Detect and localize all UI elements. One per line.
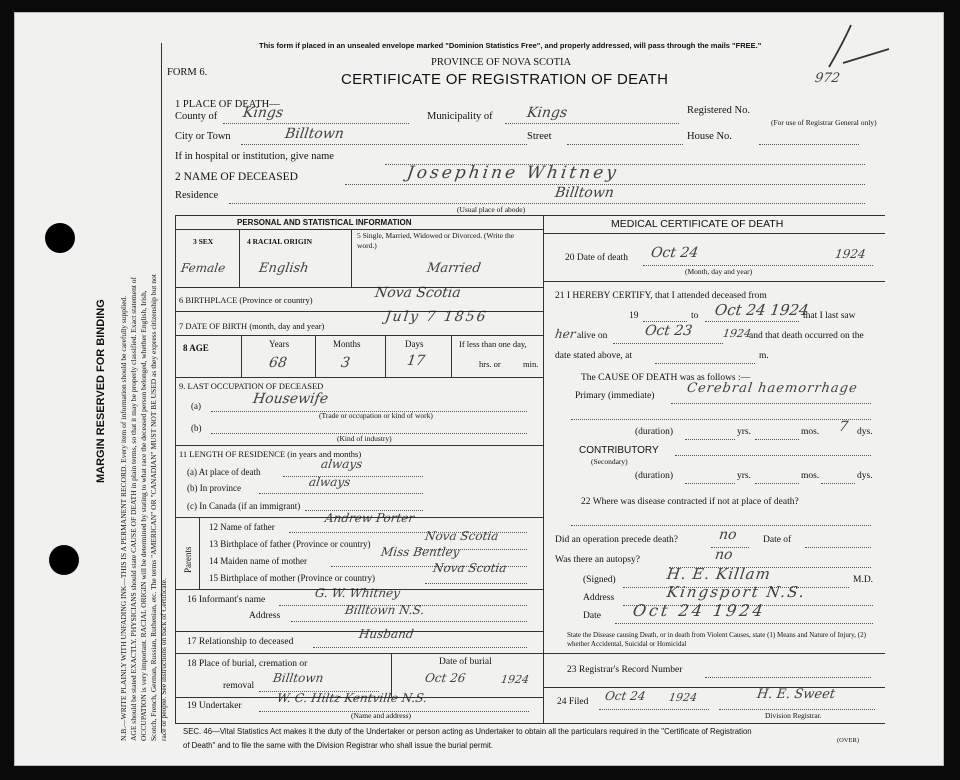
label-occurred: and that death occurred on the bbox=[749, 331, 864, 341]
value-filed: Oct 24 bbox=[604, 689, 647, 703]
label-usual-abode: (Usual place of abode) bbox=[457, 205, 526, 214]
label-county: County of bbox=[175, 111, 218, 122]
margin-note-2: AGE should be stated EXACTLY. PHYSICIANS should state CAUSE OF DEATH in plain terms, so that it may be properly classified. Exact statement of bbox=[129, 276, 138, 741]
label-industry: (Kind of industry) bbox=[337, 434, 392, 443]
medical-heading: MEDICAL CERTIFICATE OF DEATH bbox=[611, 218, 784, 230]
margin-note-4: Scotch, French, German, Russian, Ruthenian, etc. The terms "AMERICAN" OR "CANADIAN" MUST NOT BE USED as they express citizenship but not bbox=[149, 274, 158, 741]
value-age-days: 17 bbox=[405, 353, 426, 369]
label-occ-b: (b) bbox=[191, 423, 202, 433]
label-length: 11 LENGTH OF RESIDENCE (in years and months) bbox=[179, 449, 362, 459]
violent-note: State the Disease causing Death, or in death from Violent Causes, state (1) Means and Nature of Injury, (2) whether Accidental, Suicidal or Homicidal bbox=[567, 631, 866, 648]
value-her: her bbox=[554, 327, 577, 341]
label-mdy: (Month, day and year) bbox=[685, 267, 753, 276]
form-number: FORM 6. bbox=[167, 67, 208, 78]
label-yrs-1: yrs. bbox=[737, 427, 751, 437]
value-municipality: Kings bbox=[525, 105, 569, 121]
province-heading: PROVINCE OF NOVA SCOTIA bbox=[431, 57, 572, 68]
label-in-province: (b) In province bbox=[187, 483, 241, 493]
label-nineteen: 19 bbox=[629, 311, 639, 321]
value-death-date: Oct 24 bbox=[649, 245, 700, 261]
label-mother-bp: 15 Birthplace of mother (Province or country) bbox=[209, 573, 375, 583]
label-name-address: (Name and address) bbox=[351, 711, 411, 720]
label-in-canada: (c) In Canada (if an immigrant) bbox=[187, 501, 301, 511]
value-age-years: 68 bbox=[267, 355, 288, 371]
label-undertaker: 19 Undertaker bbox=[187, 701, 242, 711]
label-inf-address: Address bbox=[249, 611, 281, 621]
label-mos-2: mos. bbox=[801, 471, 820, 481]
value-father-bp: Nova Scotia bbox=[424, 529, 500, 543]
label-municipality: Municipality of bbox=[427, 111, 493, 122]
label-registrar-only: (For use of Registrar General only) bbox=[771, 118, 877, 127]
value-informant: G. W. Whitney bbox=[314, 586, 401, 600]
footer-line-2: of Death" and to file the same with the Division Registrar who shall issue the burial permit. bbox=[183, 741, 494, 750]
value-alive-year: 1924 bbox=[722, 327, 752, 340]
label-autopsy: Was there an autopsy? bbox=[555, 555, 640, 565]
margin-note-5: race or people. See instructions on back of Certificate. bbox=[159, 578, 168, 741]
label-duration-1: (duration) bbox=[635, 427, 673, 437]
label-death-date: 20 Date of death bbox=[565, 253, 629, 263]
label-dys-2: dys. bbox=[857, 471, 873, 481]
label-trade: (Trade or occupation or kind of work) bbox=[319, 411, 433, 420]
value-autopsy: no bbox=[713, 547, 734, 563]
value-age-months: 3 bbox=[339, 355, 352, 371]
footer-over: (OVER) bbox=[837, 737, 860, 744]
label-filed: 24 Filed bbox=[557, 697, 589, 707]
punch-hole-top bbox=[45, 223, 75, 253]
label-record-number: 23 Registrar's Record Number bbox=[567, 665, 683, 675]
value-father: Andrew Porter bbox=[324, 511, 416, 525]
margin-note-3: OCCUPATION is very important. RACIAL ORIGIN will be determined by stating to what race the deceased person belonged, whether English, Irish, bbox=[139, 290, 148, 741]
label-mos-1: mos. bbox=[801, 427, 820, 437]
label-mother: 14 Maiden name of mother bbox=[209, 556, 307, 566]
value-mother-bp: Nova Scotia bbox=[432, 561, 508, 575]
value-dob: July 7 1856 bbox=[383, 309, 489, 325]
label-operation: Did an operation precede death? bbox=[555, 535, 678, 545]
label-hospital: If in hospital or institution, give name bbox=[175, 151, 334, 162]
corner-number: 972 bbox=[813, 71, 841, 86]
value-marital: Married bbox=[425, 261, 482, 276]
page-title: CERTIFICATE OF REGISTRATION OF DEATH bbox=[341, 71, 669, 88]
label-house: House No. bbox=[687, 131, 732, 142]
value-city: Billtown bbox=[283, 126, 345, 142]
label-removal: removal bbox=[223, 681, 255, 691]
footer-line-1: SEC. 46—Vital Statistics Act makes it the duty of the Undertaker or person acting as Undertaker to obtain all the particulars required in the "Certificate of Registration bbox=[183, 727, 752, 736]
check-mark-icon bbox=[823, 23, 893, 73]
value-burial-place: Billtown bbox=[272, 671, 325, 685]
label-date-of: Date of bbox=[763, 535, 792, 545]
label-cause: The CAUSE OF DEATH was as follows :— bbox=[581, 373, 751, 383]
label-to: to bbox=[691, 311, 699, 321]
parents-label: Parents bbox=[183, 546, 193, 573]
value-filed-year: 1924 bbox=[668, 691, 698, 704]
value-relationship: Husband bbox=[358, 627, 415, 641]
label-birthplace: 6 BIRTHPLACE (Province or country) bbox=[179, 295, 313, 305]
label-date-stated: date stated above, at bbox=[555, 351, 633, 361]
label-certify: 21 I HEREBY CERTIFY, that I attended deceased from bbox=[555, 291, 767, 301]
label-years: Years bbox=[269, 339, 290, 349]
label-m: m. bbox=[759, 351, 769, 361]
personal-heading: PERSONAL AND STATISTICAL INFORMATION bbox=[237, 218, 412, 227]
label-duration-2: (duration) bbox=[635, 471, 673, 481]
death-certificate bbox=[14, 12, 944, 766]
value-death-year: 1924 bbox=[834, 247, 867, 261]
label-residence: Residence bbox=[175, 190, 219, 201]
value-undertaker: W. C. Hiltz Kentville N.S. bbox=[276, 691, 428, 705]
value-at-place: always bbox=[320, 457, 364, 471]
label-secondary: (Secondary) bbox=[591, 457, 628, 466]
value-sex: Female bbox=[180, 261, 227, 275]
label-dys-1: dys. bbox=[857, 427, 873, 437]
label-div-registrar: Division Registrar. bbox=[765, 711, 822, 720]
label-place: 1 PLACE OF DEATH— bbox=[175, 99, 280, 110]
label-alive-on: alive on bbox=[577, 331, 608, 341]
label-city: City or Town bbox=[175, 131, 231, 142]
label-registered: Registered No. bbox=[687, 105, 750, 116]
label-yrs-2: yrs. bbox=[737, 471, 751, 481]
value-primary: Cerebral haemorrhage bbox=[685, 381, 859, 396]
value-registrar: H. E. Sweet bbox=[755, 687, 837, 702]
value-signed: H. E. Killam bbox=[665, 565, 773, 583]
label-burial-date: Date of burial bbox=[439, 657, 492, 667]
value-burial-date: Oct 26 bbox=[424, 671, 467, 685]
value-burial-year: 1924 bbox=[500, 673, 530, 686]
label-at-place: (a) At place of death bbox=[187, 467, 261, 477]
label-md: M.D. bbox=[853, 575, 874, 585]
value-attended-to: Oct 24 1924 bbox=[713, 301, 810, 319]
value-inf-address: Billtown N.S. bbox=[344, 603, 426, 617]
value-name: Josephine Whitney bbox=[405, 163, 621, 183]
value-occupation: Housewife bbox=[251, 391, 330, 407]
value-in-province: always bbox=[308, 475, 352, 489]
value-birthplace: Nova Scotia bbox=[373, 285, 462, 301]
label-racial: 4 RACIAL ORIGIN bbox=[247, 237, 313, 246]
label-contributory: CONTRIBUTORY bbox=[579, 445, 659, 456]
label-age: 8 AGE bbox=[183, 343, 209, 353]
label-md-address: Address bbox=[583, 593, 615, 603]
label-less-day: If less than one day, bbox=[459, 339, 527, 349]
label-occ-a: (a) bbox=[191, 401, 201, 411]
label-primary: Primary (immediate) bbox=[575, 391, 655, 401]
label-hrs: hrs. or bbox=[479, 359, 501, 369]
label-father: 12 Name of father bbox=[209, 522, 275, 532]
margin-note-1: N.B.—WRITE PLAINLY WITH UNFADING INK—THIS IS A PERMANENT RECORD. Every item of information should be carefully supplied. bbox=[119, 295, 128, 741]
label-marital: 5 Single, Married, Widowed or Divorced. (Write the word.) bbox=[357, 231, 515, 250]
label-min: min. bbox=[523, 359, 539, 369]
label-informant: 16 Informant's name bbox=[187, 595, 266, 605]
label-md-date: Date bbox=[583, 611, 601, 621]
value-racial: English bbox=[257, 261, 310, 276]
label-burial-place: 18 Place of burial, cremation or bbox=[187, 659, 308, 669]
value-operation: no bbox=[717, 527, 738, 543]
label-sex: 3 SEX bbox=[193, 237, 214, 246]
label-street: Street bbox=[527, 131, 552, 142]
label-relationship: 17 Relationship to deceased bbox=[187, 637, 294, 647]
value-duration-days: 7 bbox=[837, 419, 850, 435]
label-name: 2 NAME OF DECEASED bbox=[175, 171, 298, 183]
value-md-date: Oct 24 1924 bbox=[631, 601, 768, 620]
value-residence: Billtown bbox=[553, 185, 615, 201]
top-notice: This form if placed in an unsealed envelope marked "Dominion Statistics Free", and properly addressed, will pass through the mails "FREE." bbox=[259, 41, 762, 50]
label-last-saw: that I last saw bbox=[803, 311, 856, 321]
value-alive-date: Oct 23 bbox=[643, 323, 694, 339]
label-father-bp: 13 Birthplace of father (Province or country) bbox=[209, 539, 371, 549]
label-dob: 7 DATE OF BIRTH (month, day and year) bbox=[179, 321, 325, 331]
label-months: Months bbox=[333, 339, 361, 349]
value-mother: Miss Bentley bbox=[380, 545, 461, 559]
label-contracted: 22 Where was disease contracted if not at place of death? bbox=[581, 497, 799, 507]
punch-hole-bottom bbox=[49, 545, 79, 575]
label-days: Days bbox=[405, 339, 424, 349]
label-signed: (Signed) bbox=[583, 575, 616, 585]
label-occupation: 9. LAST OCCUPATION OF DECEASED bbox=[179, 381, 324, 391]
binding-margin-label: MARGIN RESERVED FOR BINDING bbox=[95, 299, 107, 483]
value-county: Kings bbox=[241, 105, 285, 121]
value-md-address: Kingsport N.S. bbox=[665, 583, 808, 601]
